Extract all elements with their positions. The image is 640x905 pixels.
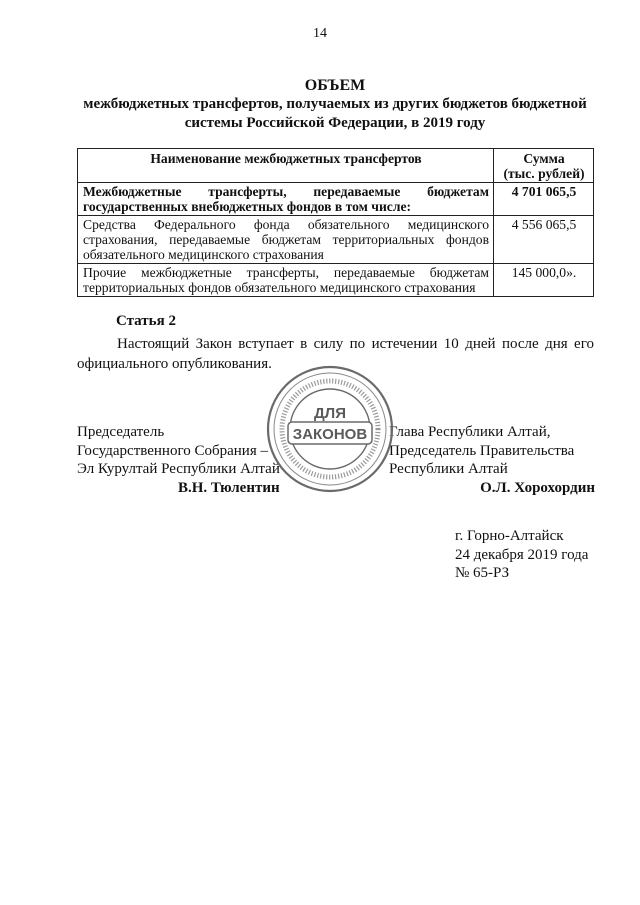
row-name: Прочие межбюджетные трансферты, передаваемые бюджетам территориальных фондов обязательного медицинского страхования xyxy=(78,264,494,297)
date: 24 декабря 2019 года xyxy=(455,546,589,563)
page-number: 14 xyxy=(313,26,327,41)
stamp-line2: ЗАКОНОВ xyxy=(292,426,368,443)
law-number: № 65-РЗ xyxy=(455,565,510,581)
signature-left-name: В.Н. Тюлентин xyxy=(178,479,280,496)
table-header-row xyxy=(78,149,594,183)
article-text: Настоящий Закон вступает в силу по истечении 10 дней после дня его официального опубликования. xyxy=(77,336,594,372)
header-amount xyxy=(494,149,594,183)
signature-right xyxy=(389,423,595,497)
row-name: Средства Федерального фонда обязательного медицинского страхования, передаваемые бюджетам территориальных фондов обязательного медицинского страхования xyxy=(78,216,494,264)
heading-subtitle: межбюджетных трансфертов, получаемых из других бюджетов бюджетной системы Российской Федерации, в 2019 году xyxy=(83,96,587,131)
heading-title: ОБЪЕМ xyxy=(304,77,366,94)
table-row xyxy=(78,216,594,264)
row-amount: 4 556 065,5 xyxy=(494,216,594,264)
row-amount: 4 701 065,5 xyxy=(494,183,594,216)
signature-left-line3: Эл Курултай Республики Алтай xyxy=(77,461,280,477)
header-name: Наименование межбюджетных трансфертов xyxy=(78,149,494,183)
row-amount: 145 000,0». xyxy=(494,264,594,297)
document-heading xyxy=(70,76,600,133)
signature-left-line1: Председатель xyxy=(77,424,165,440)
article-title: Статья 2 xyxy=(116,313,176,329)
signature-right-line1: Глава Республики Алтай, xyxy=(389,424,551,440)
signature-left-line2: Государственного Собрания – xyxy=(77,442,268,459)
stamp-line1: ДЛЯ xyxy=(314,405,346,422)
signature-right-line3: Республики Алтай xyxy=(389,461,508,477)
header-amount-line2: (тыс. рублей) xyxy=(503,166,585,181)
row-name: Межбюджетные трансферты, передаваемые бюджетам государственных внебюджетных фондов в том числе: xyxy=(78,183,494,216)
transfers-table xyxy=(77,148,594,297)
official-stamp xyxy=(265,364,395,494)
table-row xyxy=(78,264,594,297)
signature-right-name: О.Л. Хорохордин xyxy=(480,479,595,496)
signature-left xyxy=(77,423,280,497)
city: г. Горно-Алтайск xyxy=(455,528,564,544)
signature-right-line2: Председатель Правительства xyxy=(389,442,575,459)
header-amount-line1: Сумма xyxy=(523,151,565,166)
place-date-block xyxy=(455,527,588,583)
table-row xyxy=(78,183,594,216)
